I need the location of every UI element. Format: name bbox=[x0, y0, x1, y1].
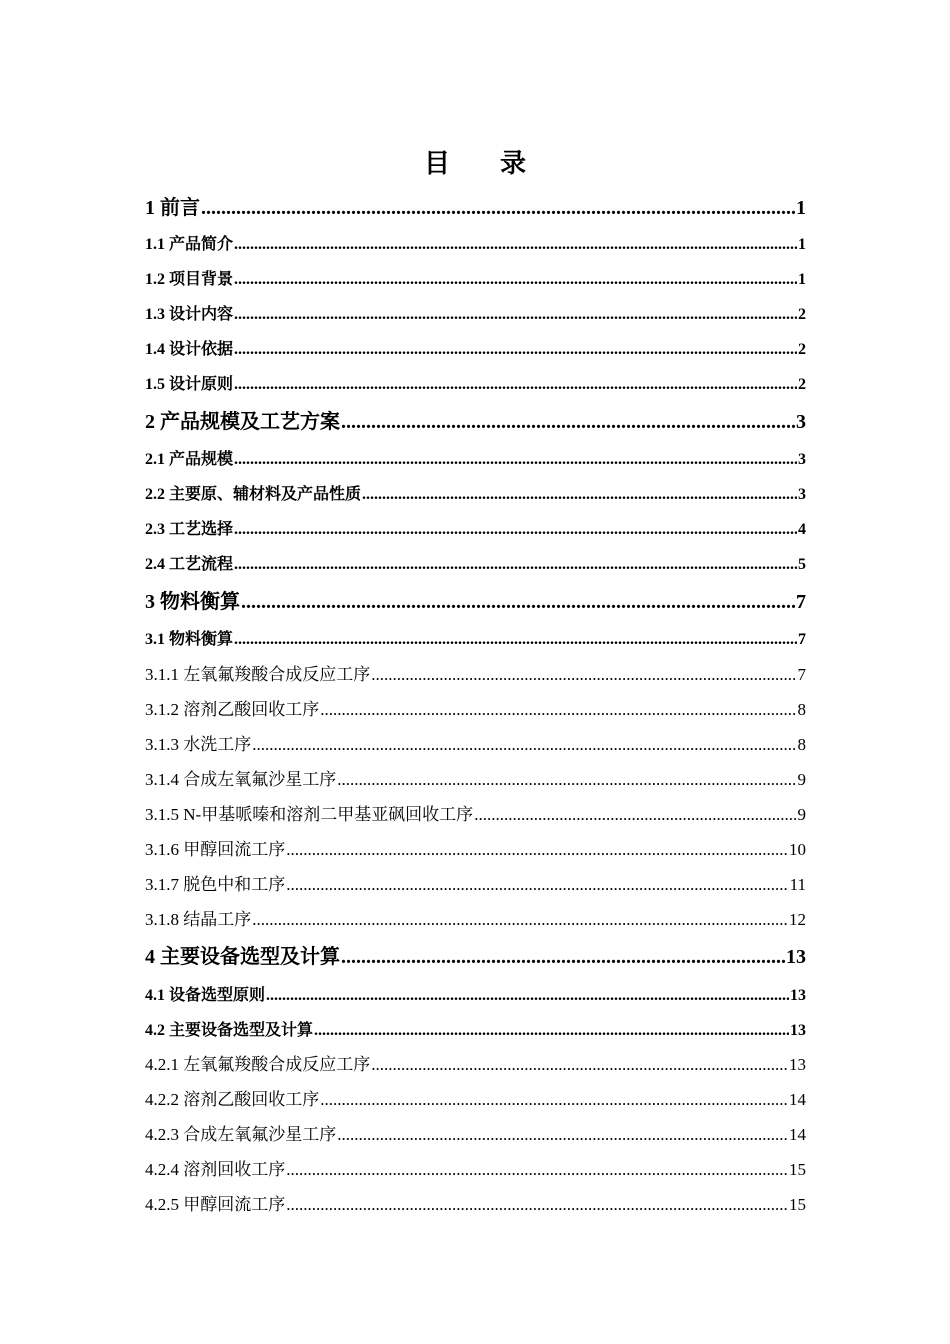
toc-entry-label: 3.1.7 脱色中和工序 bbox=[145, 875, 286, 894]
toc-entry-page: 13 bbox=[786, 946, 806, 968]
toc-entry-page: 13 bbox=[790, 1022, 806, 1039]
toc-entry-page: 2 bbox=[798, 306, 806, 323]
toc-entry-label: 2.1 产品规模 bbox=[145, 451, 234, 468]
toc-entry-page: 1 bbox=[798, 271, 806, 288]
toc-entry-subsection[interactable] bbox=[145, 768, 806, 792]
toc-title-char-1: 目 bbox=[423, 149, 450, 178]
toc-entry-page: 3 bbox=[798, 451, 806, 468]
toc-leader-dots bbox=[234, 338, 797, 362]
toc-entry-section[interactable] bbox=[145, 338, 806, 362]
toc-leader-dots bbox=[241, 588, 795, 616]
toc-entry-subsection[interactable] bbox=[145, 873, 806, 897]
toc-leader-dots bbox=[341, 943, 785, 971]
toc-entry-page: 8 bbox=[797, 700, 806, 719]
toc-entry-chapter[interactable] bbox=[145, 943, 806, 971]
toc-entry-label: 4.2.5 甲醇回流工序 bbox=[145, 1195, 286, 1214]
toc-leader-dots bbox=[371, 1053, 788, 1077]
toc-entry-chapter[interactable] bbox=[145, 588, 806, 616]
toc-leader-dots bbox=[201, 194, 795, 222]
toc-entry-label: 3.1.6 甲醇回流工序 bbox=[145, 840, 286, 859]
toc-entry-subsection[interactable] bbox=[145, 698, 806, 722]
toc-entry-label: 2.3 工艺选择 bbox=[145, 521, 234, 538]
toc-entry-section[interactable] bbox=[145, 553, 806, 577]
toc-entry-page: 7 bbox=[796, 591, 806, 613]
toc-entry-label: 1.2 项目背景 bbox=[145, 271, 234, 288]
toc-entry-label: 4.1 设备选型原则 bbox=[145, 987, 266, 1004]
toc-entry-page: 2 bbox=[798, 376, 806, 393]
toc-leader-dots bbox=[362, 483, 797, 507]
toc-entry-page: 13 bbox=[790, 987, 806, 1004]
toc-entry-label: 4 主要设备选型及计算 bbox=[145, 946, 340, 968]
toc-title-char-2: 录 bbox=[500, 149, 527, 178]
toc-entry-subsection[interactable] bbox=[145, 663, 806, 687]
toc-entry-page: 7 bbox=[798, 631, 806, 648]
toc-leader-dots bbox=[286, 838, 788, 862]
toc-entry-label: 3.1.2 溶剂乙酸回收工序 bbox=[145, 700, 320, 719]
toc-entry-subsection[interactable] bbox=[145, 733, 806, 757]
toc-leader-dots bbox=[252, 733, 796, 757]
toc-entry-page: 10 bbox=[789, 840, 806, 859]
toc-leader-dots bbox=[320, 1088, 788, 1112]
toc-leader-dots bbox=[286, 1193, 788, 1217]
toc-entry-page: 4 bbox=[798, 521, 806, 538]
toc-leader-dots bbox=[234, 553, 797, 577]
toc-leader-dots bbox=[314, 1019, 789, 1043]
toc-leader-dots bbox=[252, 908, 788, 932]
toc-leader-dots bbox=[234, 373, 797, 397]
toc-entry-label: 2.2 主要原、辅材料及产品性质 bbox=[145, 486, 362, 503]
toc-leader-dots bbox=[337, 1123, 788, 1147]
toc-entry-page: 3 bbox=[796, 411, 806, 433]
toc-entry-page: 15 bbox=[789, 1195, 806, 1214]
toc-entry-subsection[interactable] bbox=[145, 1193, 806, 1217]
toc-entry-page: 1 bbox=[796, 197, 806, 219]
toc-entry-section[interactable] bbox=[145, 1019, 806, 1043]
toc-entry-section[interactable] bbox=[145, 448, 806, 472]
toc-entry-label: 3.1.4 合成左氧氟沙星工序 bbox=[145, 770, 337, 789]
toc-leader-dots bbox=[234, 518, 797, 542]
toc-entry-label: 4.2.3 合成左氧氟沙星工序 bbox=[145, 1125, 337, 1144]
toc-entry-label: 4.2 主要设备选型及计算 bbox=[145, 1022, 314, 1039]
toc-entry-subsection[interactable] bbox=[145, 1158, 806, 1182]
toc-leader-dots bbox=[234, 628, 797, 652]
toc-entry-section[interactable] bbox=[145, 483, 806, 507]
toc-entry-label: 3.1 物料衡算 bbox=[145, 631, 234, 648]
toc-leader-dots bbox=[286, 873, 788, 897]
toc-entry-page: 5 bbox=[798, 556, 806, 573]
toc-entry-label: 1 前言 bbox=[145, 197, 200, 219]
toc-entry-label: 3.1.3 水洗工序 bbox=[145, 735, 252, 754]
toc-leader-dots bbox=[337, 768, 796, 792]
toc-entry-section[interactable] bbox=[145, 373, 806, 397]
toc-entry-page: 9 bbox=[797, 770, 806, 789]
toc-entry-label: 1.5 设计原则 bbox=[145, 376, 234, 393]
toc-entry-label: 2 产品规模及工艺方案 bbox=[145, 411, 340, 433]
toc-entry-page: 13 bbox=[789, 1055, 806, 1074]
toc-entry-label: 3.1.1 左氧氟羧酸合成反应工序 bbox=[145, 665, 371, 684]
toc-entry-subsection[interactable] bbox=[145, 1123, 806, 1147]
toc-entry-subsection[interactable] bbox=[145, 838, 806, 862]
toc-title bbox=[0, 146, 950, 182]
toc-entry-section[interactable] bbox=[145, 518, 806, 542]
toc-entry-label: 1.4 设计依据 bbox=[145, 341, 234, 358]
toc-leader-dots bbox=[474, 803, 796, 827]
toc-leader-dots bbox=[286, 1158, 788, 1182]
toc-entry-page: 2 bbox=[798, 341, 806, 358]
toc-entry-page: 8 bbox=[797, 735, 806, 754]
toc-entry-section[interactable] bbox=[145, 268, 806, 292]
toc-leader-dots bbox=[371, 663, 796, 687]
toc-entry-section[interactable] bbox=[145, 233, 806, 257]
toc-entry-section[interactable] bbox=[145, 303, 806, 327]
toc-entry-label: 2.4 工艺流程 bbox=[145, 556, 234, 573]
toc-entry-subsection[interactable] bbox=[145, 803, 806, 827]
toc-entry-page: 1 bbox=[798, 236, 806, 253]
toc-entry-label: 3 物料衡算 bbox=[145, 591, 240, 613]
toc-entry-subsection[interactable] bbox=[145, 908, 806, 932]
toc-entry-section[interactable] bbox=[145, 628, 806, 652]
toc-leader-dots bbox=[341, 408, 795, 436]
toc-leader-dots bbox=[234, 303, 797, 327]
toc-entry-page: 12 bbox=[789, 910, 806, 929]
toc-leader-dots bbox=[266, 984, 789, 1008]
toc-entry-subsection[interactable] bbox=[145, 1088, 806, 1112]
toc-entry-label: 3.1.5 N-甲基哌嗪和溶剂二甲基亚砜回收工序 bbox=[145, 805, 474, 824]
toc-leader-dots bbox=[234, 448, 797, 472]
toc-entry-section[interactable] bbox=[145, 984, 806, 1008]
toc-leader-dots bbox=[234, 268, 797, 292]
toc-entry-page: 15 bbox=[789, 1160, 806, 1179]
toc-leader-dots bbox=[234, 233, 797, 257]
toc-entry-page: 11 bbox=[789, 875, 806, 894]
toc-entry-page: 9 bbox=[797, 805, 806, 824]
toc-entry-label: 4.2.4 溶剂回收工序 bbox=[145, 1160, 286, 1179]
toc-entry-chapter[interactable] bbox=[145, 194, 806, 222]
toc-entry-page: 7 bbox=[797, 665, 806, 684]
toc-entry-label: 4.2.2 溶剂乙酸回收工序 bbox=[145, 1090, 320, 1109]
toc-entry-page: 14 bbox=[789, 1125, 806, 1144]
toc-entry-label: 1.1 产品简介 bbox=[145, 236, 234, 253]
toc-entry-label: 4.2.1 左氧氟羧酸合成反应工序 bbox=[145, 1055, 371, 1074]
toc-entry-page: 3 bbox=[798, 486, 806, 503]
toc-entry-subsection[interactable] bbox=[145, 1053, 806, 1077]
toc-entry-chapter[interactable] bbox=[145, 408, 806, 436]
toc-entry-label: 3.1.8 结晶工序 bbox=[145, 910, 252, 929]
toc-entry-page: 14 bbox=[789, 1090, 806, 1109]
toc-entry-label: 1.3 设计内容 bbox=[145, 306, 234, 323]
toc-leader-dots bbox=[320, 698, 796, 722]
